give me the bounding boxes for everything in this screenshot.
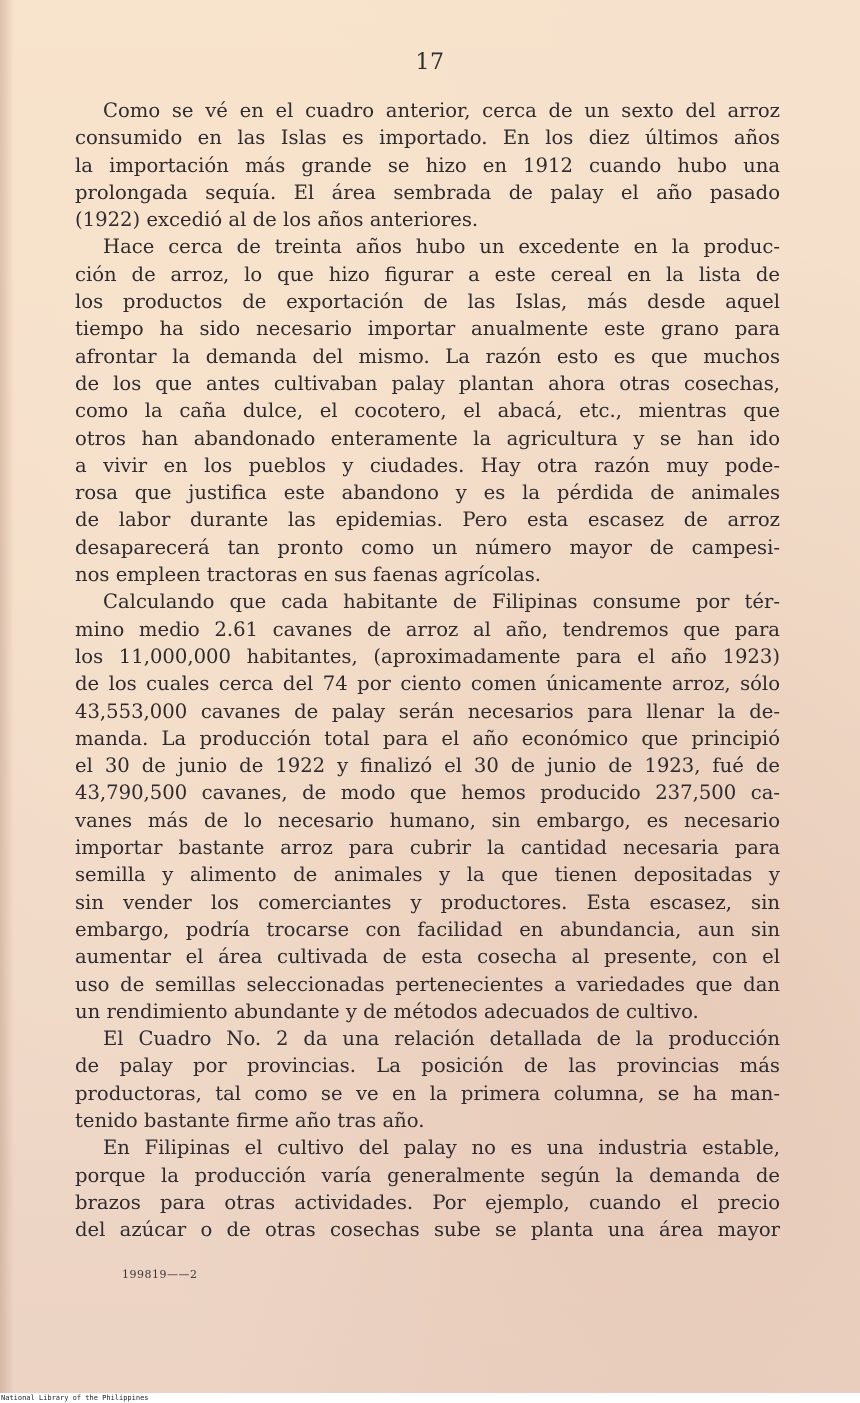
text-line: de los que antes cultivaban palay plantan ahora otras cosechas, (75, 371, 780, 395)
text-line: embargo, podría trocarse con facilidad en abundancia, aun sin (75, 917, 780, 941)
paragraph (75, 1025, 780, 1134)
text-line: sin vender los comerciantes y productores. Esta escasez, sin (75, 890, 780, 914)
page-binding-shadow (0, 0, 14, 1393)
text-line: los 11,000,000 habitantes, (aproximadamente para el año 1923) (75, 644, 780, 668)
text-line: tenido bastante firme año tras año. (75, 1108, 425, 1132)
text-line: manda. La producción total para el año económico que principió (75, 726, 780, 750)
paragraph (75, 233, 780, 588)
text-line: el 30 de junio de 1922 y finalizó el 30 de junio de 1923, fué de (75, 754, 780, 778)
text-line: prolongada sequía. El área sembrada de palay el año pasado (75, 180, 780, 204)
text-line: uso de semillas seleccionadas pertenecientes a variedades que dan (75, 972, 780, 996)
text-line: ción de arroz, lo que hizo figurar a este cereal en la lista de (75, 262, 780, 286)
text-line: rosa que justifica este abandono y es la pérdida de animales (75, 481, 780, 505)
body-text (75, 97, 780, 1243)
text-line: (1922) excedió al de los años anteriores. (75, 208, 479, 232)
text-line: del azúcar o de otras cosechas sube se planta una área mayor (75, 1218, 780, 1242)
text-line: consumido en las Islas es importado. En los diez últimos años (75, 126, 780, 150)
paragraph (75, 588, 780, 1025)
text-line: productoras, tal como se ve en la primera columna, se ha man- (75, 1081, 780, 1105)
text-line: El Cuadro No. 2 da una relación detallada de la producción (103, 1027, 780, 1051)
text-line: semilla y alimento de animales y la que tienen depositadas y (75, 863, 780, 887)
text-line: otros han abandonado enteramente la agricultura y se han ido (75, 426, 780, 450)
text-line: aumentar el área cultivada de esta cosecha al presente, con el (75, 945, 780, 969)
paragraph (75, 97, 780, 233)
text-line: nos empleen tractoras en sus faenas agrícolas. (75, 563, 541, 587)
text-line: afrontar la demanda del mismo. La razón esto es que muchos (75, 344, 780, 368)
text-line: desaparecerá tan pronto como un número mayor de campesi- (75, 535, 780, 559)
text-line: 43,553,000 cavanes de palay serán necesarios para llenar la de- (75, 699, 780, 723)
printer-signature-mark: 199819——2 (122, 1268, 198, 1281)
text-line: 43,790,500 cavanes, de modo que hemos producido 237,500 ca- (75, 781, 780, 805)
text-line: Hace cerca de treinta años hubo un excedente en la produc- (103, 235, 780, 259)
text-line: mino medio 2.61 cavanes de arroz al año, tendremos que para (75, 617, 780, 641)
text-line: de labor durante las epidemias. Pero esta escasez de arroz (75, 508, 780, 532)
text-line: porque la producción varía generalmente según la demanda de (75, 1163, 780, 1187)
text-line: como la caña dulce, el cocotero, el abacá, etc., mientras que (75, 399, 780, 423)
page-number: 17 (415, 50, 445, 75)
text-line: brazos para otras actividades. Por ejemplo, cuando el precio (75, 1190, 780, 1214)
text-line: la importación más grande se hizo en 1912 cuando hubo una (75, 153, 780, 177)
text-line: Como se vé en el cuadro anterior, cerca de un sexto del arroz (103, 99, 780, 122)
text-line: los productos de exportación de las Islas, más desde aquel (75, 290, 780, 314)
text-line: vanes más de lo necesario humano, sin embargo, es necesario (75, 808, 780, 832)
text-line: tiempo ha sido necesario importar anualmente este grano para (75, 317, 780, 341)
text-line: de palay por provincias. La posición de las provincias más (75, 1054, 780, 1078)
paragraph (75, 1134, 780, 1243)
footer-credit: National Library of the Philippines (1, 1394, 149, 1402)
text-line: En Filipinas el cultivo del palay no es una industria estable, (103, 1136, 780, 1160)
text-line: importar bastante arroz para cubrir la cantidad necesaria para (75, 836, 780, 860)
text-line: de los cuales cerca del 74 por ciento comen únicamente arroz, sólo (75, 672, 780, 696)
text-line: un rendimiento abundante y de métodos adecuados de cultivo. (75, 999, 699, 1023)
text-line: Calculando que cada habitante de Filipinas consume por tér- (103, 590, 780, 614)
text-line: a vivir en los pueblos y ciudades. Hay otra razón muy pode- (75, 453, 780, 477)
